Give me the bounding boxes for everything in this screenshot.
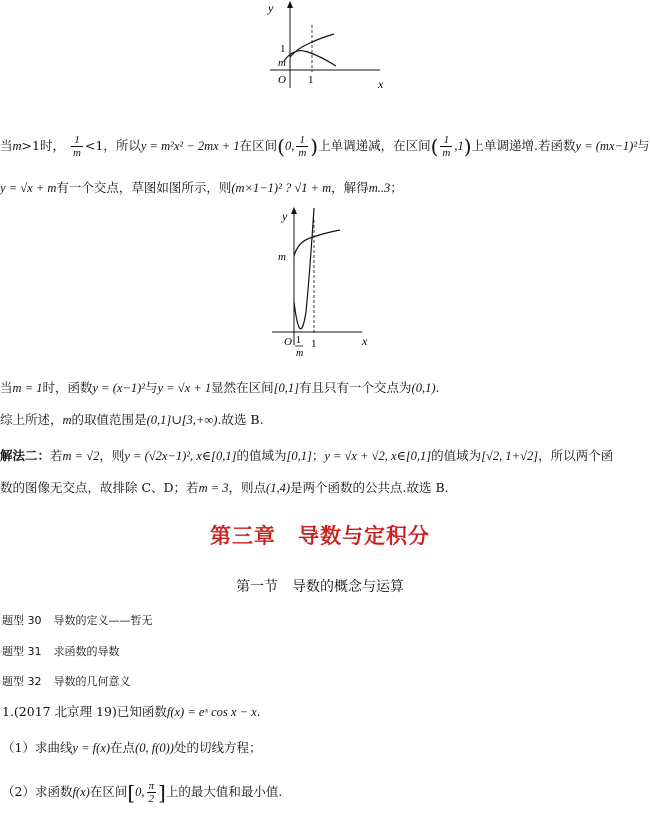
bracket-open: [ (127, 780, 136, 805)
text: ，则 (99, 448, 125, 463)
text: . (435, 380, 440, 395)
fig2-tick-x1: 1 (311, 338, 317, 350)
fig1-x-label: x (378, 77, 384, 91)
type-title: 导数的几何意义 (53, 675, 131, 688)
math: (0, f(0)) (135, 741, 174, 755)
text: 若 (50, 448, 63, 463)
y-axis-arrow (287, 1, 293, 8)
fig2-y-label: y (282, 209, 288, 223)
fig1-tick-y1: 1 (280, 43, 286, 55)
text: （1）求曲线 (2, 740, 73, 755)
den: m (298, 147, 307, 159)
fraction (147, 780, 157, 805)
text: >1时， (21, 138, 65, 153)
math-func: y = √x + √2, x∈[0,1] (324, 449, 432, 463)
den: m (72, 147, 81, 159)
text: ，解得 (331, 180, 369, 195)
text: 与 (637, 138, 650, 153)
math: (0,1]∪[3,+∞) (146, 413, 218, 427)
math: m (62, 413, 72, 427)
math: (0,1) (411, 381, 436, 395)
text: 上单调递增.若函数 (471, 138, 576, 153)
math-expr: (m×1−1)² ? √1 + m (231, 181, 332, 195)
type-32 (2, 673, 143, 689)
text: 1.(2017 北京理 19)已知函数 (2, 704, 167, 719)
text: ； (390, 180, 403, 195)
text: 在点 (110, 740, 136, 755)
math: ,1 (454, 139, 464, 153)
math: y = f(x) (72, 741, 111, 755)
text: 综上所述， (0, 412, 63, 427)
math-result: m..3 (368, 181, 391, 195)
num: 1 (296, 134, 308, 147)
para-3 (0, 380, 439, 396)
math-m: m (12, 139, 22, 153)
text: 上单调递减，在区间 (318, 138, 431, 153)
math: [0,1] (286, 449, 312, 463)
fig2-x-label: x (362, 334, 368, 348)
math-func: y = (mx−1)² (575, 139, 638, 153)
section-title: 第一节 导数的概念与运算 (236, 579, 404, 595)
paren-close: ) (310, 134, 319, 159)
text: 的取值范围是 (71, 412, 147, 427)
fig2-frac-den: m (296, 348, 304, 359)
text: 的值域为 (431, 448, 482, 463)
math: f(x) (72, 785, 90, 799)
text: 有一个交点，草图如图所示，则 (56, 180, 232, 195)
fraction (71, 134, 83, 159)
fig2-origin: O (284, 336, 292, 348)
type-num: 题型 30 (2, 614, 42, 627)
curve-parabola (294, 208, 314, 329)
math: m = 3 (198, 481, 229, 495)
para-5 (0, 448, 613, 464)
solution-label: 解法二： (0, 448, 51, 463)
num: 1 (440, 134, 452, 147)
text: 显然在区间 (211, 380, 274, 395)
type-title: 求函数的导数 (53, 645, 120, 658)
fraction (296, 134, 308, 159)
problem-header (2, 704, 261, 720)
text: 在区间 (89, 784, 128, 799)
text: 与 (145, 380, 158, 395)
type-title: 导数的定义——暂无 (53, 614, 153, 627)
math: 0, (135, 785, 145, 799)
type-num: 题型 32 (2, 675, 42, 688)
text: 处的切线方程； (173, 740, 262, 755)
paren-open: ( (430, 134, 439, 159)
math: m = 1 (12, 381, 43, 395)
text: ，所以两个函 (538, 448, 614, 463)
fig1-tick-m: m (278, 57, 286, 69)
math-func: y = m²x² − 2mx + 1 (140, 139, 240, 153)
paren-open: ( (277, 134, 285, 159)
fraction (440, 134, 452, 159)
para-2 (0, 180, 403, 196)
math-func: y = (√2x−1)², x∈[0,1] (124, 449, 237, 463)
math-func: y = √x + 1 (157, 381, 212, 395)
figure-1-graph (250, 0, 400, 92)
text: 在区间 (239, 138, 278, 153)
curve-sqrt (294, 230, 340, 256)
math: [√2, 1+√2] (481, 449, 539, 463)
text: 数的图像无交点，故排除 C、D；若 (0, 480, 199, 495)
math: 0, (284, 139, 295, 153)
para-1 (0, 134, 650, 159)
para-4 (0, 412, 264, 428)
math: (1,4) (266, 481, 290, 495)
fig2-frac-num: 1 (296, 335, 301, 346)
num: 1 (71, 134, 83, 147)
text: 当 (0, 138, 13, 153)
text: 有且只有一个交点为 (299, 380, 412, 395)
den: m (442, 147, 451, 159)
type-31 (2, 643, 132, 659)
text: （2）求函数 (2, 784, 73, 799)
text: . (256, 704, 261, 719)
y-axis-arrow (291, 207, 297, 214)
math: [0,1] (273, 381, 300, 395)
text: 当 (0, 380, 13, 395)
num: π (148, 780, 155, 792)
math-func: f(x) = eˣ cos x − x (166, 705, 257, 719)
text: ； (311, 448, 325, 463)
fig1-tick-x1: 1 (308, 74, 314, 86)
paren-close: ) (463, 134, 472, 159)
bracket-close: ] (158, 780, 166, 805)
fig2-tick-m: m (278, 251, 286, 263)
den: 2 (148, 793, 155, 805)
fig1-y-label: y (268, 1, 274, 15)
type-num: 题型 31 (2, 645, 42, 658)
question-1 (2, 740, 261, 756)
curve-parabola (284, 51, 336, 66)
text: ，则点 (228, 480, 267, 495)
fig1-origin: O (278, 74, 286, 86)
math-func: y = √x + m (0, 181, 57, 195)
text: <1，所以 (84, 138, 141, 153)
chapter-title: 第三章 导数与定积分 (210, 524, 430, 548)
text: 上的最大值和最小值. (165, 784, 283, 799)
para-6 (0, 480, 449, 496)
text: 时，函数 (42, 380, 93, 395)
text: .故选 B. (217, 412, 264, 427)
question-2 (2, 780, 282, 805)
math-func: y = (x−1)² (92, 381, 146, 395)
text: 是两个函数的公共点.故选 B. (290, 480, 449, 495)
type-30 (2, 612, 165, 628)
math: m = √2 (62, 449, 100, 463)
text: 的值域为 (236, 448, 287, 463)
figure-2-graph (262, 200, 382, 365)
